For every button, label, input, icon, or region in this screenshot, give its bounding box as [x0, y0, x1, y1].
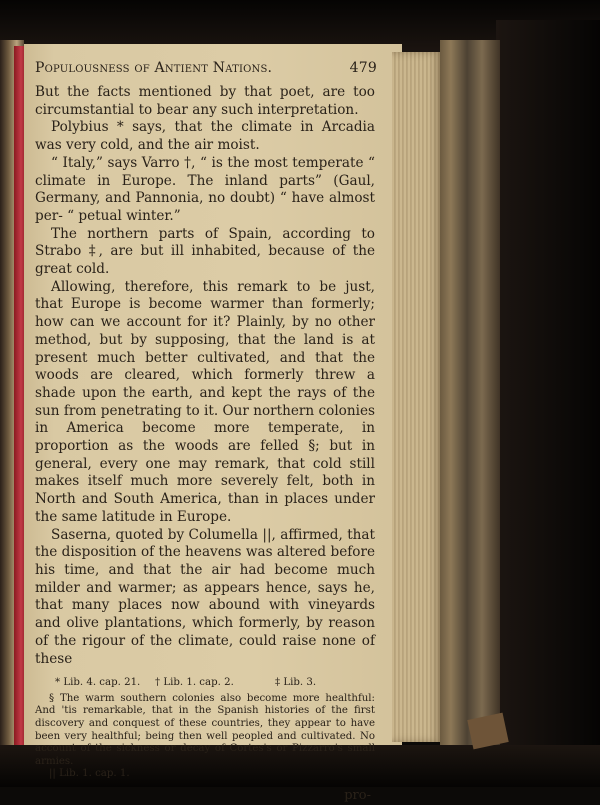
paragraph: Saserna, quoted by Columella ||, affirmed, that the disposition of the heavens was altered before his time, and that the air had become much milder and warmer; as appears hence, says he, that many places now abound with vineyards and olive plantations, which formerly, by reason of the rigour of the climate, could raise none of these: [35, 526, 375, 667]
paragraph: Polybius * says, that the climate in Arcadia was very cold, and the air moist.: [35, 119, 375, 154]
footnote: || Lib. 1. cap. 1.: [49, 768, 130, 780]
back-cover-board: [496, 20, 600, 787]
running-head: [35, 60, 375, 84]
footnote-references: [35, 677, 375, 690]
footnote-ref: † Lib. 1. cap. 2.: [155, 677, 234, 689]
footnotes: [35, 677, 375, 781]
paragraph: “ Italy,” says Varro †, “ is the most temperate “ climate in Europe. The inland parts” (Gaul, Germany, and Pannonia, no doubt) “ have almost per- “ petual winter.”: [35, 154, 375, 224]
catchword: pro-: [344, 787, 371, 803]
page-edges: [392, 52, 442, 742]
page-number: 479: [349, 60, 377, 76]
footnote: § The warm southern colonies also become more healthful: And 'tis remarkable, that in the Spanish histories of the first discovery and conquest of these countries, they appear to have been very healthful; being then well peopled and cultivated. No account of the sickness or decay of Cortes's or Pizzarro's small armies.: [35, 692, 375, 767]
body-text: [35, 84, 375, 668]
marbled-board: [440, 40, 500, 745]
paragraph: The northern parts of Spain, according to Strabo ‡, are but ill inhabited, because of the great cold.: [35, 225, 375, 278]
footnote-ref: * Lib. 4. cap. 21.: [55, 677, 141, 689]
paragraph: Allowing, therefore, this remark to be just, that Europe is become warmer than formerly; how can we account for it? Plainly, by no other method, but by supposing, that the land is at present much better cultivated, and that the woods are cleared, which formerly threw a shade upon the earth, and kept the rays of the sun from penetrating to it. Our northern colonies in America become more temperate, in proportion as the woods are felled §; but in general, every one may remark, that cold still makes itself much more severely felt, both in North and South America, than in places under the same latitude in Europe.: [35, 278, 375, 525]
paragraph: But the facts mentioned by that poet, are too circumstantial to bear any such interpretation.: [35, 84, 375, 118]
page-text-block: [35, 60, 375, 805]
footnote-ref: ‡ Lib. 3.: [275, 677, 317, 689]
running-head-title: Populousness of Antient Nations.: [35, 60, 273, 76]
